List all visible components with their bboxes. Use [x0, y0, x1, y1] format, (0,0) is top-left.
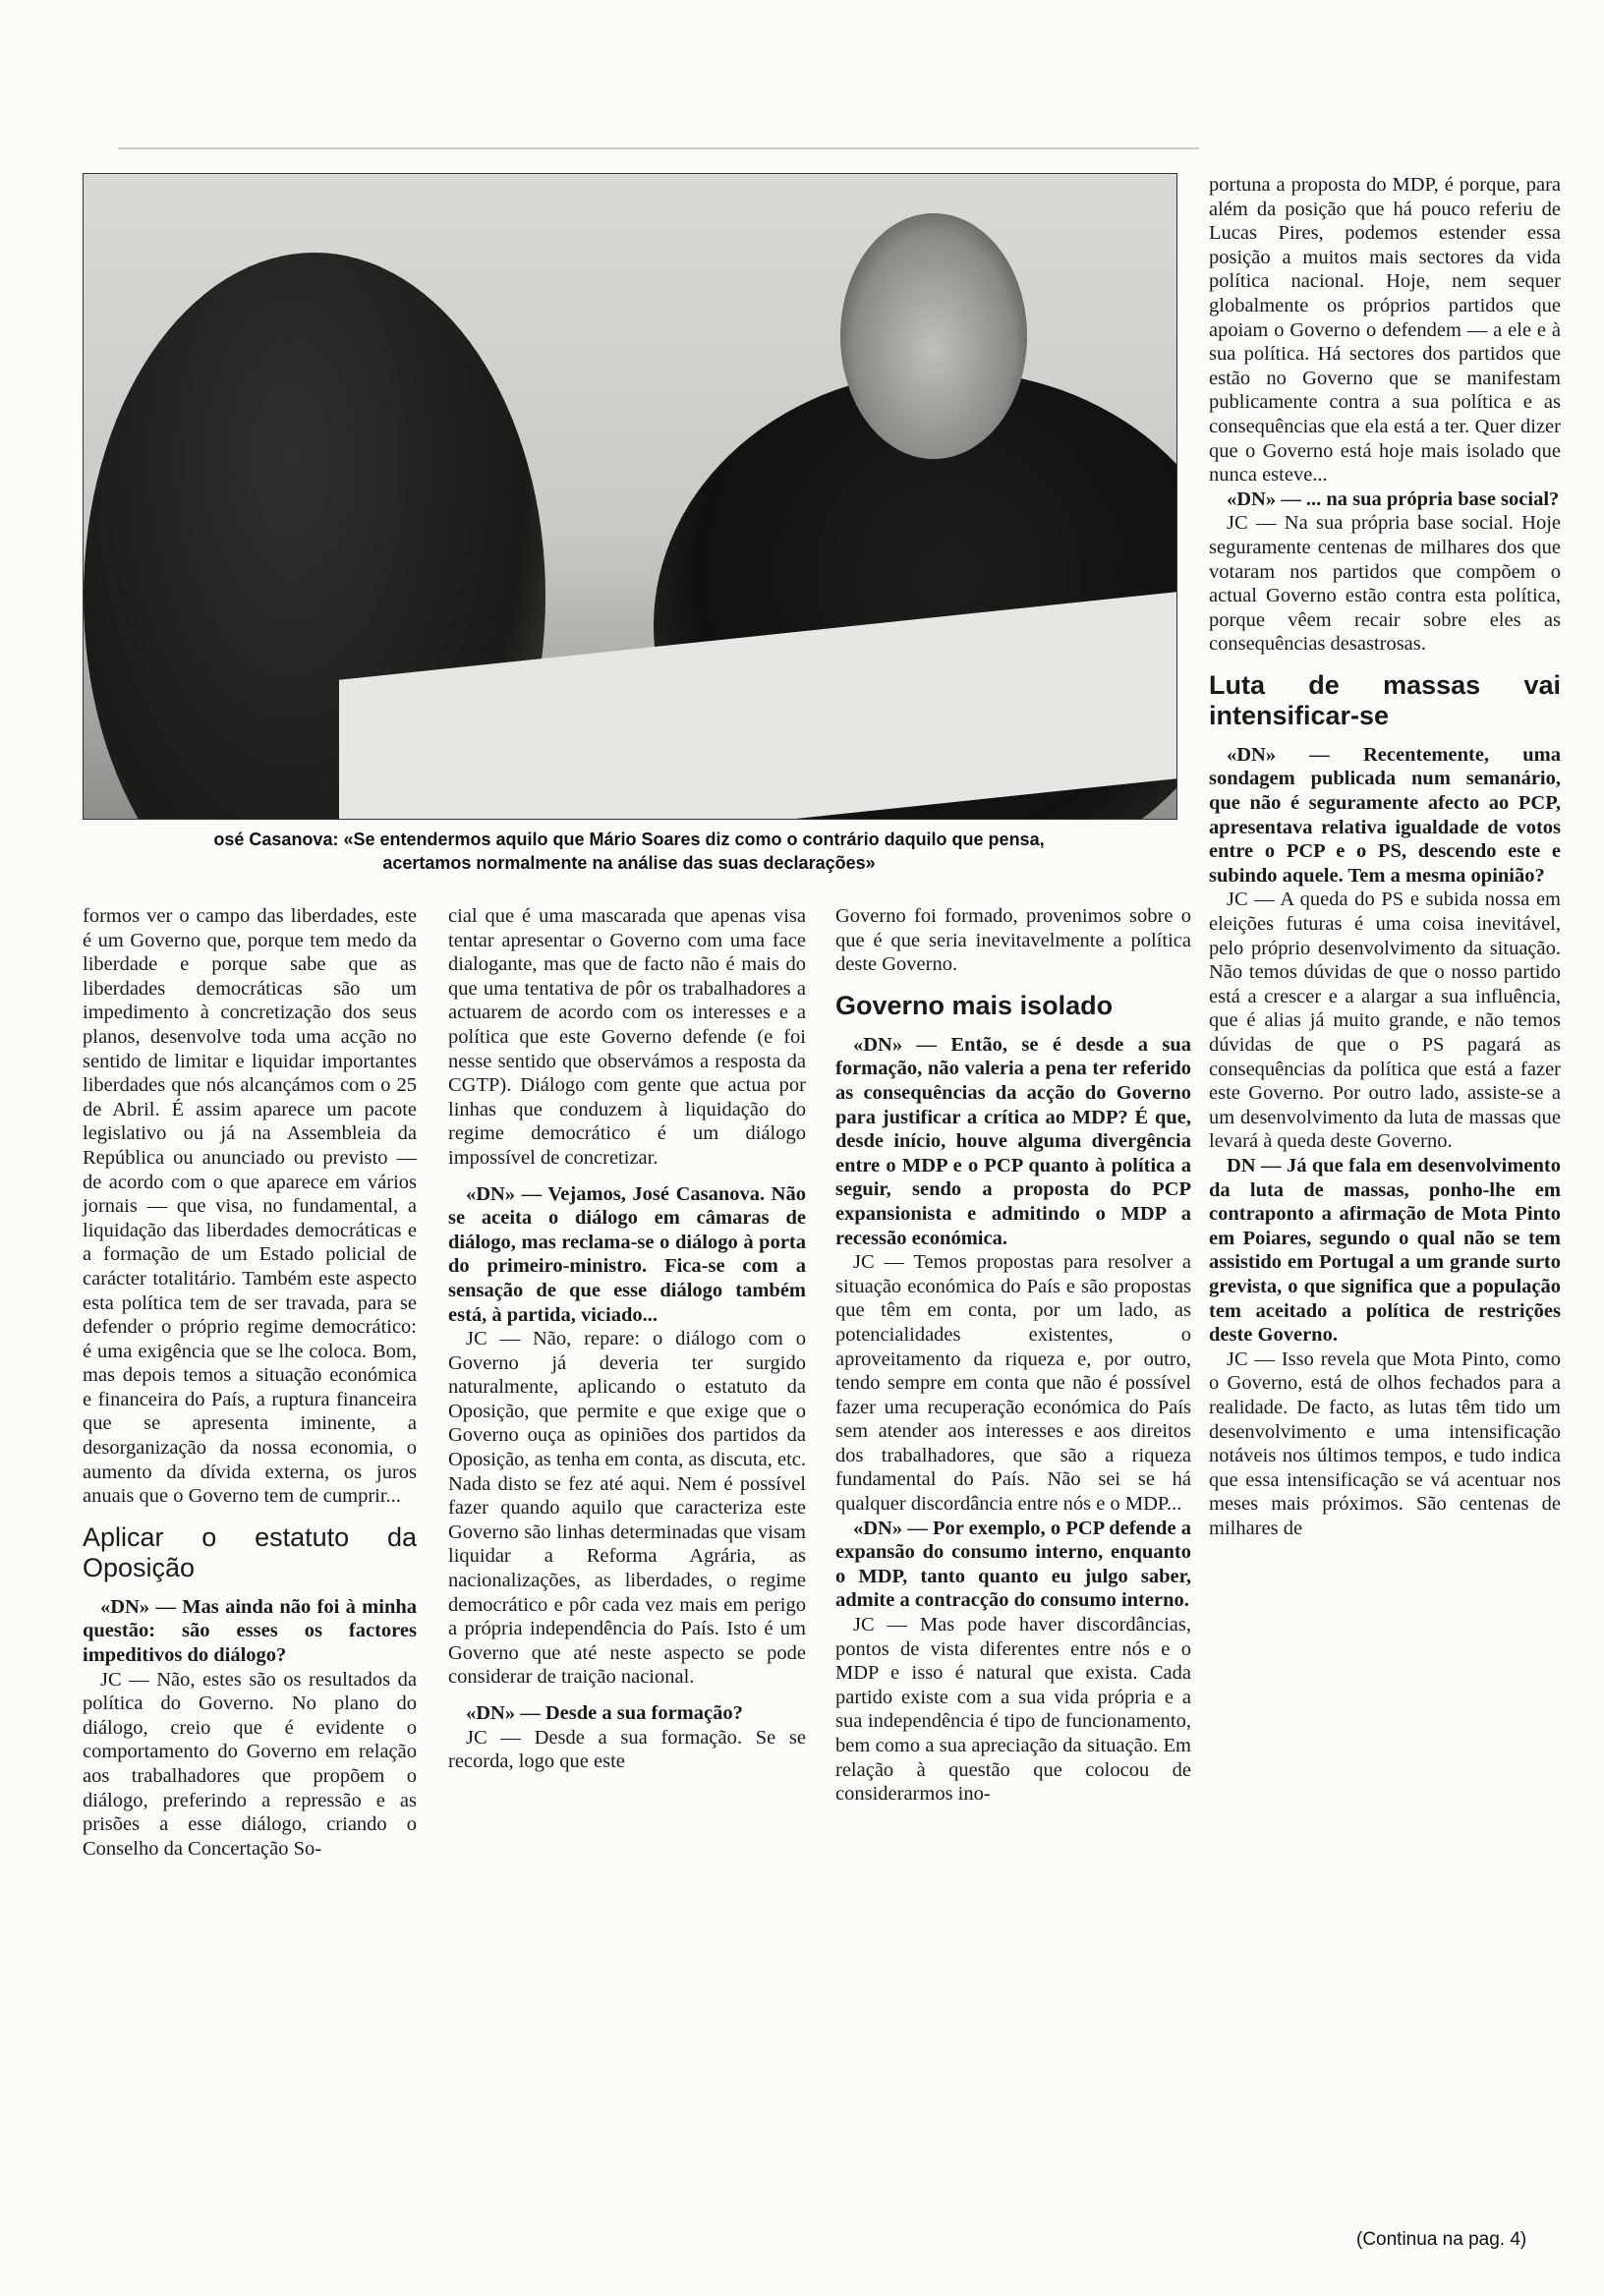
- subheading-luta-massas: Luta de massas vai intensificar-se: [1209, 669, 1561, 730]
- caption-line-2: acertamos normalmente na análise das suas declarações»: [382, 853, 876, 873]
- interview-photo: [83, 173, 1177, 820]
- subheading-governo-isolado: Governo mais isolado: [835, 990, 1114, 1020]
- jc-answer: JC — Na sua própria base social. Hoje seguramente centenas de milhares dos que votaram nos partidos que compõem o actual Governo estão contra esta política, porque vêem recair sobre eles as consequências desastrosas.: [1209, 512, 1561, 656]
- jc-answer: JC — Desde a sua formação. Se se recorda, logo que este: [448, 1726, 806, 1773]
- continued-note: (Continua na pag. 4): [1356, 2229, 1527, 2250]
- top-rule: [118, 147, 1199, 149]
- column-2: [448, 904, 806, 1774]
- dn-question: «DN» — Por exemplo, o PCP defende a expansão do consumo interno, enquanto o MDP, tanto quanto eu julgo saber, admite a contracção do consumo interno.: [835, 1517, 1191, 1612]
- jc-answer: JC — Não, repare: o diálogo com o Governo já deveria ter surgido naturalmente, aplicando o estatuto da Oposição, que permite e que exige que o Governo ouça as opiniões dos partidos da Oposição, as tenha em conta, as discuta, etc. Nada disto se fez até aqui. Nem é possível fazer quando aquilo que caracteriza este Governo são linhas determinadas que visam liquidar a Reforma Agrária, as nacionalizações, as liberdades, o regime democrático e pôr cada vez mais em perigo a própria independência do País. Isto é um Governo que até neste aspecto se pode considerar de traição nacional.: [448, 1328, 806, 1689]
- column-4-paragraph: portuna a proposta do MDP, é porque, para além da posição que há pouco referiu de Lucas Pires, podemos estender essa posição a muitos mais sectores da vida política nacional. Hoje, nem sequer globalmente os próprios partidos que apoiam o Governo o defendem — a ele e à sua política. Há sectores dos partidos que estão no Governo que se manifestam publicamente contra a sua política e as consequências que ela está a ter. Quer dizer que o Governo está hoje mais isolado que nunca esteve...: [1209, 174, 1561, 487]
- column-4: [1209, 173, 1561, 1540]
- dn-question: DN — Já que fala em desenvolvimento da luta de massas, ponho-lhe em contraponto a afirmação de Mota Pinto em Poiares, segundo o qual não se tem assistido em Portugal a um grande surto grevista, o que significa que a população tem aceitado a política de restrições deste Governo.: [1209, 1154, 1561, 1347]
- dn-question: «DN» — Então, se é desde a sua formação, não valeria a pena ter referido as consequências da acção do Governo para justificar a crítica ao MDP? É que, desde início, houve alguma divergência entre o MDP e o PCP quanto à política a seguir, sendo a proposta do PCP expansionista e admitindo o MDP a recessão económica.: [835, 1033, 1191, 1249]
- subheading-aplicar-estatuto: Aplicar o estatuto da Oposição: [83, 1521, 417, 1582]
- dn-question: «DN» — Mas ainda não foi à minha questão: são esses os factores impeditivos do diálogo?: [83, 1595, 417, 1667]
- column-2-paragraph: cial que é uma mascarada que apenas visa tentar apresentar o Governo com uma face dialogante, mas que de facto não é mais do que uma tentativa de pôr os trabalhadores a actuarem de acordo com os interesses e a política que este Governo defende (e foi nesse sentido que observámos a resposta da CGTP). Diálogo com gente que actua por linhas que conduzem à liquidação do regime democrático é um diálogo impossível de concretizar.: [448, 905, 806, 1169]
- column-1-paragraph: formos ver o campo das liberdades, este é um Governo que, porque tem medo da liberdade e porque sabe que as liberdades democráticas são um impedimento à concretização dos seus planos, desenvolve toda uma acção no sentido de limitar e liquidar importantes liberdades que nós alcançámos com o 25 de Abril. É assim aparece um pacote legislativo ou já na Assembleia da República ou anunciado ou previsto — de acordo com o que aparece em vários jornais — que visa, no fundamental, a liquidação das liberdades democráticas e a formação de um Estado policial de carácter totalitário. Também este aspecto esta política tem de ser travada, para se defender o próprio regime democrático: é uma exigência que se lhe coloca. Bom, mas depois temos a situação económica e financeira do País, a ruptura financeira que se apresenta iminente, a desorganização da nossa economia, o aumento da dívida externa, os juros anuais que o Governo tem de cumprir...: [83, 905, 417, 1508]
- jc-answer: JC — A queda do PS e subida nossa em eleições futuras é uma coisa inevitável, pelo próprio desenvolvimento da situação. Não temos dúvidas de que o nosso partido está a crescer e a alargar a sua influência, que é alias já muito grande, e não temos dúvidas de que o PS pagará as consequências da política que está a fazer este Governo. Por outro lado, assiste-se a um desenvolvimento da luta de massas que levará à queda deste Governo.: [1209, 889, 1561, 1153]
- column-3-paragraph: Governo foi formado, provenimos sobre o que é que seria inevitavelmente a política deste Governo.: [835, 905, 1191, 976]
- column-3: [835, 904, 1191, 1807]
- interviewee-face: [840, 213, 1027, 459]
- dn-question: «DN» — Vejamos, José Casanova. Não se aceita o diálogo em câmaras de diálogo, mas reclama-se o diálogo à porta do primeiro-ministro. Fica-se com a sensação de que esse diálogo também está, à partida, viciado...: [448, 1182, 806, 1326]
- column-1: [83, 904, 417, 1861]
- dn-question: «DN» — Recentemente, uma sondagem publicada num semanário, que não é seguramente afecto ao PCP, apresentava relativa igualdade de votos entre o PCP e o PS, descendo este e subindo aquele. Tem a mesma opinião?: [1209, 743, 1561, 887]
- dn-question: «DN» — ... na sua própria base social?: [1227, 488, 1560, 510]
- jc-answer: JC — Isso revela que Mota Pinto, como o Governo, está de olhos fechados para a realidade. De facto, as lutas têm tido um desenvolvimento e uma intensificação notáveis nos últimos tempos, e tudo indica que essa intensificação se vá acentuar nos meses mais próximos. São centenas de milhares de: [1209, 1348, 1561, 1539]
- jc-answer: JC — Temos propostas para resolver a situação económica do País e são propostas que têm em conta, por um lado, as potencialidades existentes, o aproveitamento da riqueza e, por outro, tendo sempre em conta que não é possível fazer uma recuperação económica do País sem atender aos interesses e aos direitos dos trabalhadores, que são a riqueza fundamental do País. Não sei se há qualquer discordância entre nós e o MDP...: [835, 1251, 1191, 1516]
- photo-caption: [83, 828, 1175, 875]
- dn-question: «DN» — Desde a sua formação?: [466, 1702, 743, 1724]
- jc-answer: JC — Não, estes são os resultados da política do Governo. No plano do diálogo, creio que é evidente o comportamento do Governo em relação aos trabalhadores que propõem o diálogo, preferindo a repressão e as prisões a esse diálogo, criando o Conselho da Concertação So-: [83, 1668, 417, 1860]
- jc-answer: JC — Mas pode haver discordâncias, pontos de vista diferentes entre nós e o MDP e isso é natural que exista. Cada partido existe com a sua vida própria e a sua independência é tipo de funcionamento, bem como a sua apreciação da situação. Em relação à questão que colocou de considerarmos ino-: [835, 1614, 1191, 1806]
- caption-line-1: osé Casanova: «Se entendermos aquilo que Mário Soares diz como o contrário daquilo que pensa,: [213, 830, 1045, 849]
